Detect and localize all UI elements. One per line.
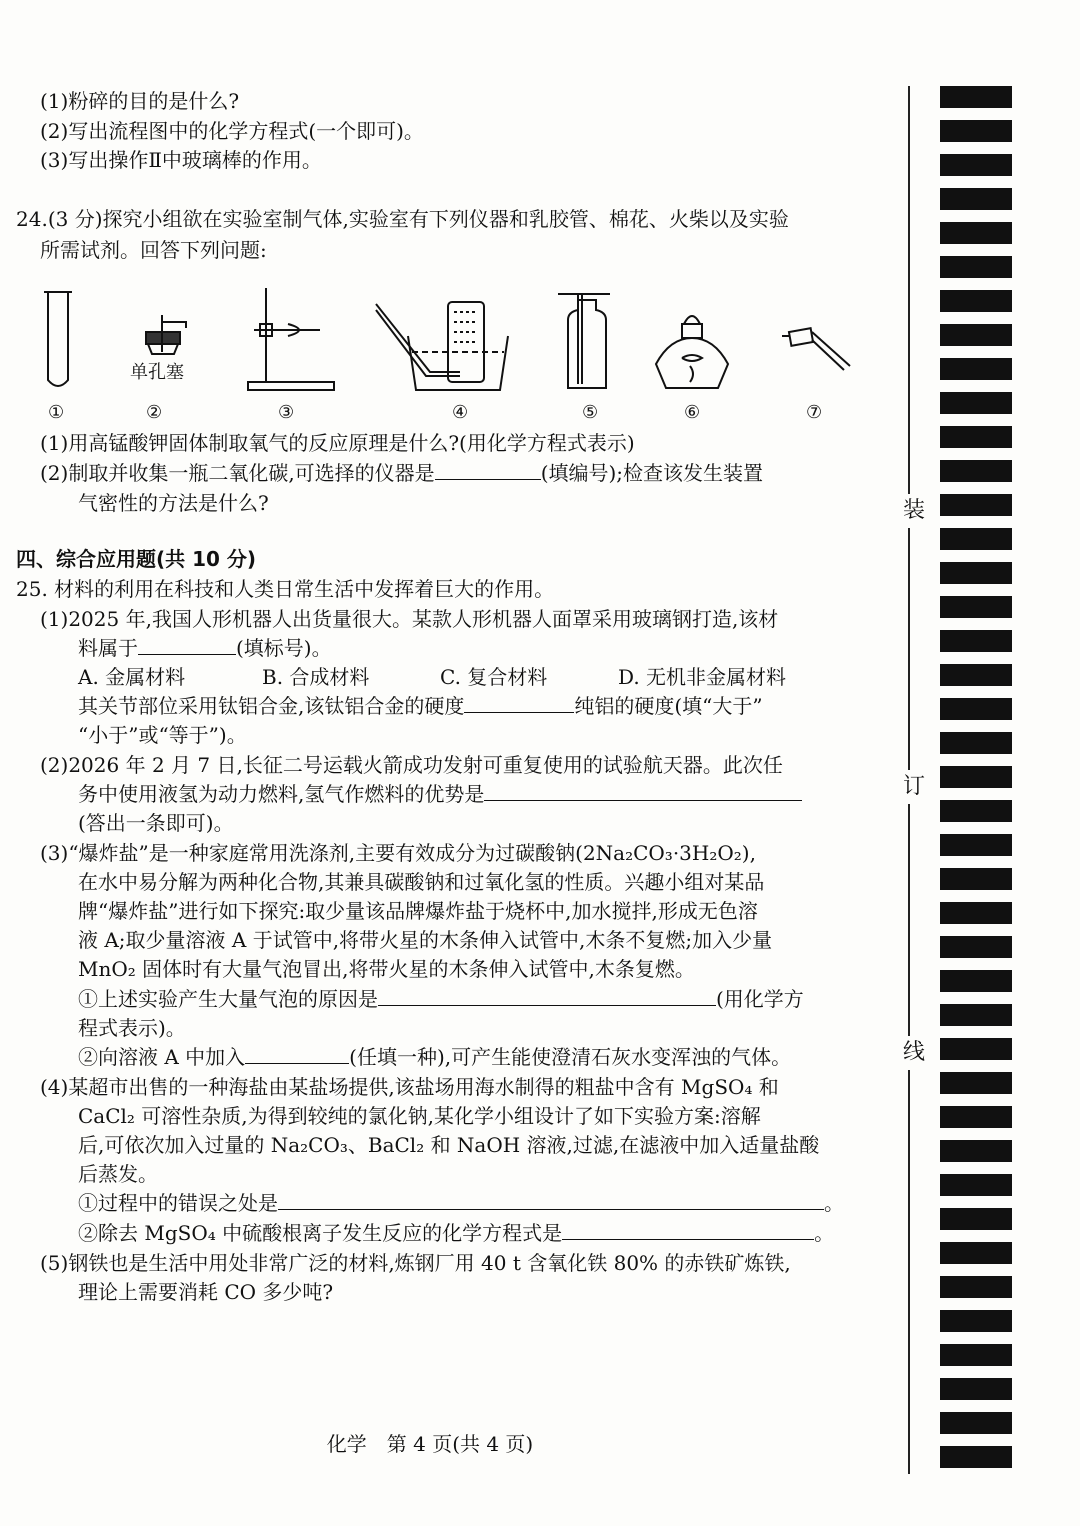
q24-intro-line-2: 所需试剂。回答下列问题:: [40, 238, 267, 262]
iron-stand-icon: [248, 288, 334, 390]
binding-mark-ding: 订: [902, 770, 926, 804]
q25-p4-line-1: (4)某超市出售的一种海盐由某盐场提供,该盐场用海水制得的粗盐中含有 MgSO₄ 和: [40, 1075, 779, 1099]
apparatus-label-6: ⑥: [684, 402, 701, 423]
apparatus-label-7: ⑦: [806, 402, 823, 423]
q25-p1-line-4: 其关节部位采用钛铝合金,该钛铝合金的硬度 纯铝的硬度(填“大于”: [78, 694, 763, 718]
q25-p5-line-2: 理论上需要消耗 CO 多少吨?: [78, 1280, 334, 1304]
q25-p4-line-2: CaCl₂ 可溶性杂质,为得到较纯的氯化钠,某化学小组设计了如下实验方案:溶解: [78, 1104, 761, 1128]
q23-sub-2: (2)写出流程图中的化学方程式(一个即可)。: [40, 119, 424, 143]
q25-p3-line-5: MnO₂ 固体时有大量气泡冒出,将带火星的木条伸入试管中,木条复燃。: [78, 957, 695, 981]
q25-p3-line-7: 程式表示)。: [78, 1016, 186, 1040]
glass-tube-icon: [782, 328, 850, 370]
q24-number: 24.: [16, 207, 48, 231]
one-hole-stopper-icon: [146, 315, 186, 354]
q25-p4-line-5: ①过程中的错误之处是 。: [78, 1191, 844, 1215]
option-a: A. 金属材料: [78, 665, 186, 689]
q25-p5-line-1: (5)钢铁也是生活中用处非常广泛的材料,炼钢厂用 40 t 含氧化铁 80% 的赤铁矿炼铁,: [40, 1251, 791, 1275]
page-footer: 化学 第 4 页(共 4 页): [326, 1432, 534, 1456]
q23-sub-3: (3)写出操作Ⅱ中玻璃棒的作用。: [40, 148, 322, 172]
binding-stripes: [940, 86, 1012, 1474]
q25-p3-line-3: 牌“爆炸盐”进行如下探究:取少量该品牌爆炸盐于烧杯中,加水搅拌,形成无色溶: [78, 899, 758, 923]
q24-intro-line-1: 24.(3 分)探究小组欲在实验室制气体,实验室有下列仪器和乳胶管、棉花、火柴以及实验: [16, 207, 789, 231]
q25-p3-line-6: ①上述实验产生大量气泡的原因是 (用化学方: [78, 987, 804, 1011]
q25-answer-blank-material[interactable]: [138, 636, 236, 655]
q25-p2-line-2: 务中使用液氢为动力燃料,氢气作燃料的优势是: [78, 781, 802, 807]
q24-sub-2-cont: 气密性的方法是什么?: [78, 491, 269, 515]
water-trough-icon: [376, 302, 508, 390]
q25-p3-line-4: 液 A;取少量溶液 A 于试管中,将带火星的木条伸入试管中,木条不复燃;加入少量: [78, 928, 773, 952]
q25-p4-line-6: ②除去 MgSO₄ 中硫酸根离子发生反应的化学方程式是 。: [78, 1221, 835, 1245]
q25-p2-line-3: (答出一条即可)。: [78, 811, 234, 835]
apparatus-label-4: ④: [452, 402, 469, 423]
q25-answer-blank-hardness[interactable]: [464, 694, 574, 713]
option-c: C. 复合材料: [440, 665, 548, 689]
q25-p1-line-1: (1)2025 年,我国人形机器人出货量很大。某款人形机器人面罩采用玻璃钢打造,该材: [40, 607, 779, 631]
binding-mark-xian: 线: [902, 1036, 926, 1070]
apparatus-label-5: ⑤: [582, 402, 599, 423]
q25-answer-blank-bubbles[interactable]: [378, 987, 716, 1006]
q25-p4-line-3: 后,可依次加入过量的 Na₂CO₃、BaCl₂ 和 NaOH 溶液,过滤,在滤液中加入适量盐酸: [78, 1133, 820, 1157]
q24-sub-2: (2)制取并收集一瓶二氧化碳,可选择的仪器是 (填编号);检查该发生装置: [40, 461, 764, 485]
q23-sub-1: (1)粉碎的目的是什么?: [40, 89, 240, 113]
binding-mark-zhuang: 装: [902, 494, 926, 528]
q25-answer-blank-error[interactable]: [278, 1191, 824, 1210]
apparatus-label-1: ①: [48, 402, 65, 423]
q25-p3-line-2: 在水中易分解为两种化合物,其兼具碳酸钠和过氧化氢的性质。兴趣小组对某品: [78, 870, 765, 894]
test-tube-icon: [44, 292, 72, 386]
option-b: B. 合成材料: [262, 665, 370, 689]
apparatus-label-3: ③: [278, 402, 295, 423]
alcohol-lamp-icon: [656, 316, 728, 388]
apparatus-label-2: ②: [146, 402, 163, 423]
q24-sub-1: (1)用高锰酸钾固体制取氧气的反应原理是什么?(用化学方程式表示): [40, 431, 635, 455]
q25-answer-blank-hydrogen[interactable]: [484, 782, 802, 801]
section-4-title: 四、综合应用题(共 10 分): [16, 547, 257, 571]
q25-stem: 25. 材料的利用在科技和人类日常生活中发挥着巨大的作用。: [16, 577, 555, 601]
q24-answer-blank-instruments[interactable]: [435, 461, 541, 480]
option-d: D. 无机非金属材料: [618, 665, 787, 689]
q25-p3-line-8: ②向溶液 A 中加入 (任填一种),可产生能使澄清石灰水变浑浊的气体。: [78, 1045, 792, 1069]
gas-bottle-icon: [558, 294, 610, 388]
stopper-label: 单孔塞: [130, 362, 184, 383]
q25-answer-blank-reagent[interactable]: [245, 1045, 349, 1064]
q25-p1-line-2: 料属于 (填标号)。: [78, 636, 332, 660]
q25-answer-blank-equation[interactable]: [562, 1221, 814, 1240]
q25-p2-line-1: (2)2026 年 2 月 7 日,长征二号运载火箭成功发射可重复使用的试验航天器。此次任: [40, 753, 783, 777]
q25-p3-line-1: (3)“爆炸盐”是一种家庭常用洗涤剂,主要有效成分为过碳酸钠(2Na₂CO₃·3H₂O₂),: [40, 841, 756, 865]
q25-p1-line-5: “小于”或“等于”)。: [78, 723, 247, 747]
q25-p4-line-4: 后蒸发。: [78, 1162, 158, 1186]
